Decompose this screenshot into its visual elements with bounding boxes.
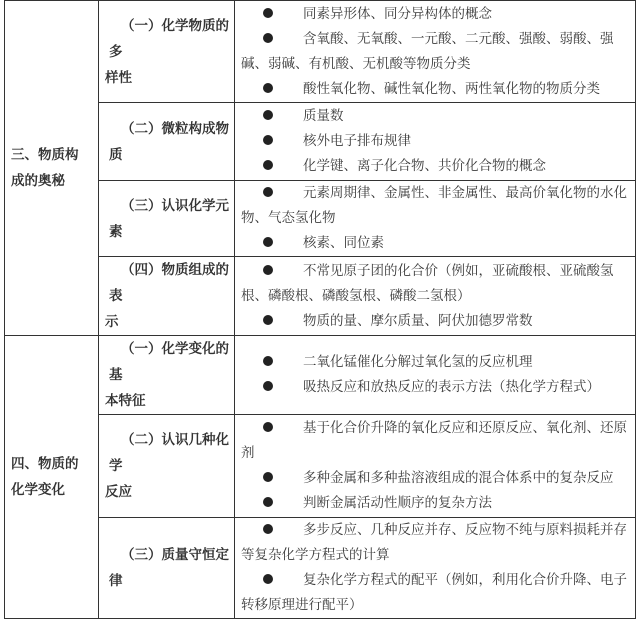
unit-cell (5, 336, 99, 619)
topic-title-line: （三）质量守恒定律 (109, 547, 229, 589)
topic-title-line: （二）微粒构成物质 (109, 120, 229, 163)
table-row (5, 257, 636, 336)
topic-cell (99, 257, 235, 336)
content-cell (235, 336, 636, 415)
list-item: 物质的量、摩尔质量、阿伏加德罗常数 (241, 309, 629, 334)
unit-title-line: 化学变化 (11, 482, 65, 498)
table-row (5, 103, 636, 181)
list-item: 含氧酸、无氧酸、一元酸、二元酸、强酸、弱酸、强碱、弱碱、有机酸、无机酸等物质分类 (241, 30, 614, 72)
bullet-icon (263, 315, 273, 325)
list-item: 判断金属活动性顺序的复杂方法 (241, 491, 629, 516)
list-item: 酸性氧化物、碱性氧化物、两性氧化物的物质分类 (241, 77, 629, 102)
unit-cell (5, 1, 99, 336)
bullet-icon (263, 237, 273, 247)
bullet-icon (263, 381, 273, 391)
bullet-icon (263, 265, 273, 275)
list-item: 基于化合价升降的氧化反应和还原反应、氧化剂、还原剂 (241, 420, 627, 461)
bullet-icon (263, 524, 273, 534)
bullet-icon (263, 110, 273, 120)
list-item: 不常见原子团的化合价（例如，亚硫酸根、亚硫酸氢根、磷酸根、磷酸氢根、磷酸二氢根） (241, 262, 614, 304)
topic-title-line: （一）化学物质的多 (109, 17, 229, 60)
topic-title-line: 反应 (105, 484, 132, 500)
topic-cell (99, 518, 235, 619)
topic-cell (99, 1, 235, 103)
topic-cell (99, 415, 235, 518)
bullet-icon (263, 135, 273, 145)
bullet-icon (263, 83, 273, 93)
table-row (5, 1, 636, 103)
table-row (5, 336, 636, 415)
content-cell (235, 103, 636, 181)
topic-cell (99, 103, 235, 181)
syllabus-table (4, 0, 636, 619)
topic-title-line: （二）认识几种化学 (109, 432, 229, 474)
topic-title-line: （三）认识化学元素 (109, 197, 229, 240)
bullet-icon (263, 8, 273, 18)
topic-title-line: （四）物质组成的表 (109, 262, 229, 304)
content-cell (235, 257, 636, 336)
unit-title-line: 成的奥秘 (11, 173, 65, 189)
topic-cell (99, 181, 235, 257)
bullet-icon (263, 356, 273, 366)
list-item: 复杂化学方程式的配平（例如，利用化合价升降、电子转移原理进行配平） (241, 572, 627, 613)
list-item: 核外电子排布规律 (241, 129, 629, 154)
topic-title-line: 样性 (105, 69, 132, 86)
unit-title-line: 四、物质的 (11, 456, 79, 472)
topic-title-line: 本特征 (105, 393, 146, 409)
unit-title-line: 三、物质构 (11, 147, 79, 163)
bullet-icon (263, 574, 273, 584)
list-item: 二氧化锰催化分解过氧化氢的反应机理 (241, 350, 629, 375)
bullet-icon (263, 472, 273, 482)
content-cell (235, 415, 636, 518)
table-row (5, 518, 636, 619)
list-item: 多步反应、几种反应并存、反应物不纯与原料损耗并存等复杂化学方程式的计算 (241, 522, 627, 563)
topic-title-line: （一）化学变化的基 (109, 341, 229, 383)
table-row (5, 415, 636, 518)
content-cell (235, 1, 636, 103)
list-item: 同素异形体、同分异构体的概念 (241, 2, 629, 27)
bullet-icon (263, 33, 273, 43)
topic-cell (99, 336, 235, 415)
list-item: 化学键、离子化合物、共价化合物的概念 (241, 154, 629, 179)
list-item: 元素周期律、金属性、非金属性、最高价氧化物的水化物、气态氢化物 (241, 185, 627, 226)
content-cell (235, 518, 636, 619)
bullet-icon (263, 497, 273, 507)
content-cell (235, 181, 636, 257)
bullet-icon (263, 160, 273, 170)
bullet-icon (263, 422, 273, 432)
list-item: 质量数 (241, 104, 629, 129)
bullet-icon (263, 187, 273, 197)
topic-title-line: 示 (105, 314, 119, 330)
list-item: 核素、同位素 (241, 231, 629, 256)
list-item: 多种金属和多种盐溶液组成的混合体系中的复杂反应 (241, 466, 629, 491)
table-row (5, 181, 636, 257)
list-item: 吸热反应和放热反应的表示方法（热化学方程式） (241, 375, 629, 400)
